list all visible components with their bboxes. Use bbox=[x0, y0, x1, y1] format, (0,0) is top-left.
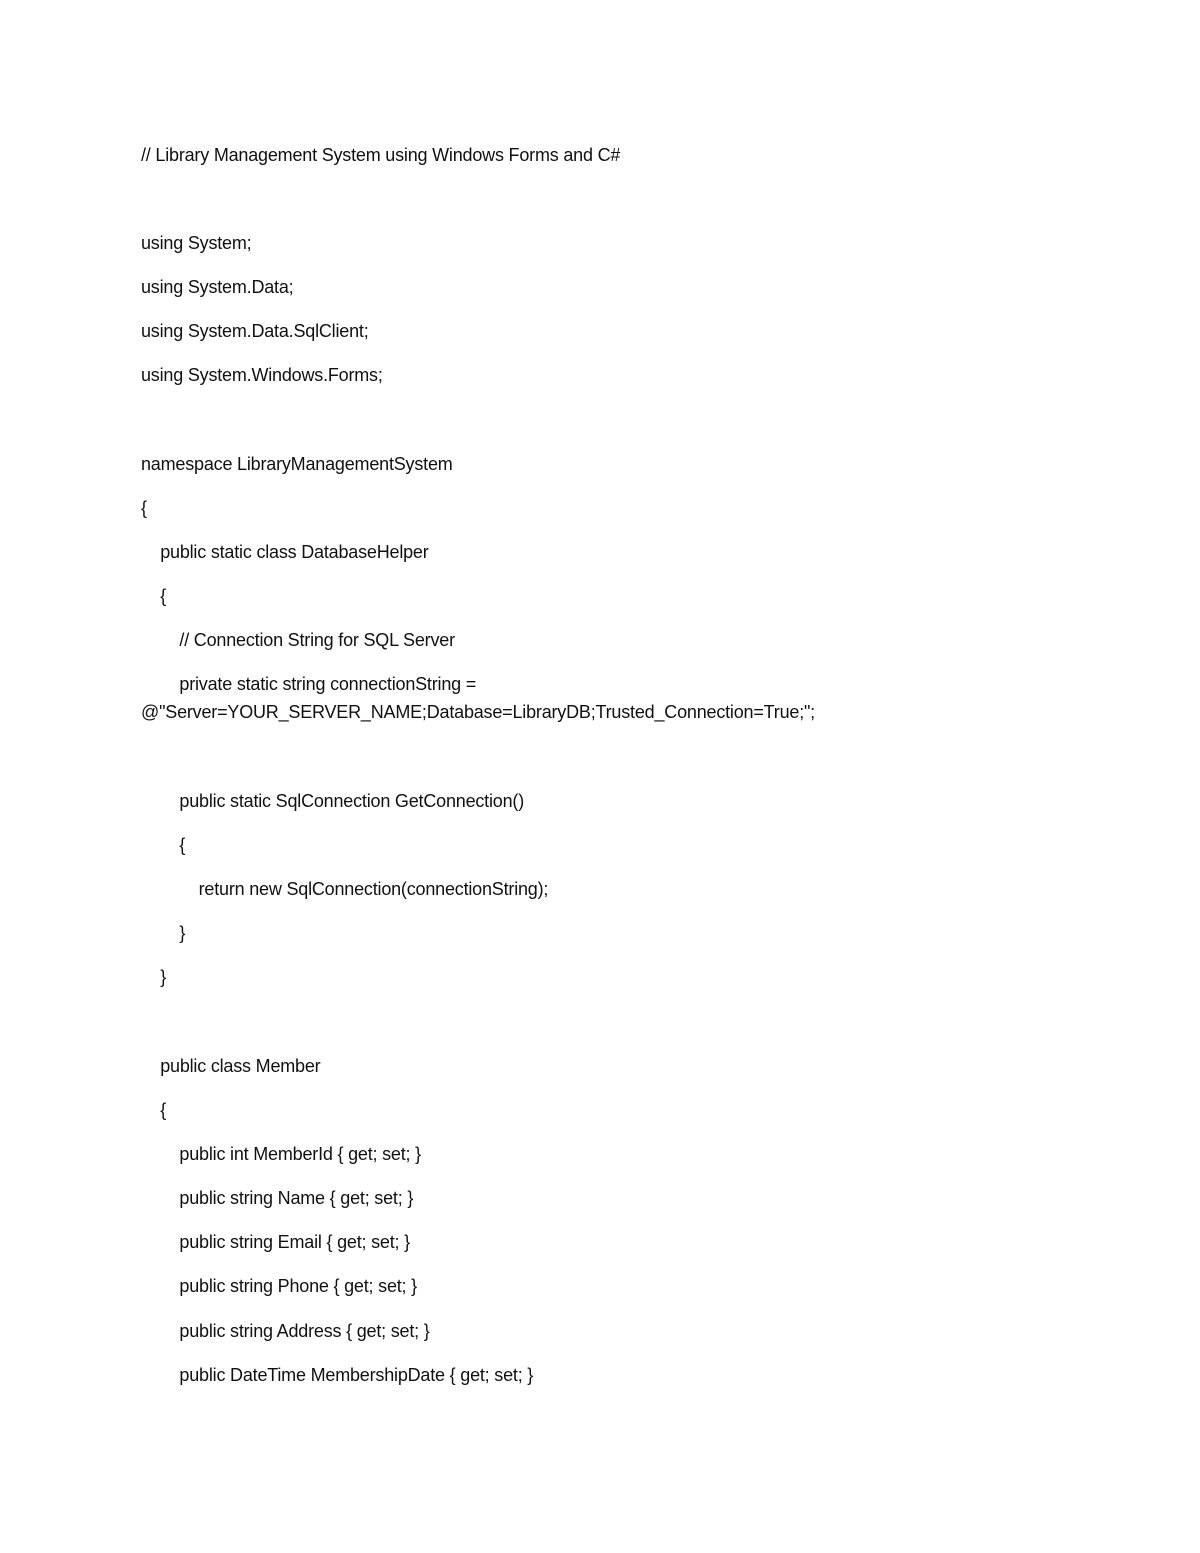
code-line-return: return new SqlConnection(connectionString); bbox=[141, 879, 549, 899]
code-line-getconnection-method: public static SqlConnection GetConnection() bbox=[141, 791, 524, 811]
code-line-using-sqlclient: using System.Data.SqlClient; bbox=[141, 321, 369, 341]
code-line-class-member: public class Member bbox=[141, 1056, 321, 1076]
code-line-brace-open: { bbox=[141, 586, 167, 606]
code-line-prop-address: public string Address { get; set; } bbox=[141, 1321, 430, 1341]
code-line-namespace: namespace LibraryManagementSystem bbox=[141, 454, 453, 474]
code-line-prop-phone: public string Phone { get; set; } bbox=[141, 1276, 417, 1296]
code-line-comment-connection: // Connection String for SQL Server bbox=[141, 630, 455, 650]
code-line-brace-open: { bbox=[141, 835, 186, 855]
code-line-prop-name: public string Name { get; set; } bbox=[141, 1188, 414, 1208]
code-line-comment-title: // Library Management System using Windows Forms and C# bbox=[141, 145, 621, 165]
code-line-using-system: using System; bbox=[141, 233, 252, 253]
code-line-prop-membershipdate: public DateTime MembershipDate { get; set; } bbox=[141, 1365, 534, 1385]
code-line-using-forms: using System.Windows.Forms; bbox=[141, 365, 383, 385]
code-line-using-system-data: using System.Data; bbox=[141, 277, 294, 297]
code-line-connection-string-decl: private static string connectionString = bbox=[141, 674, 477, 694]
code-line-brace-open: { bbox=[141, 498, 147, 518]
code-line-connection-string-value: @"Server=YOUR_SERVER_NAME;Database=LibraryDB;Trusted_Connection=True;"; bbox=[141, 702, 815, 722]
code-line-prop-email: public string Email { get; set; } bbox=[141, 1232, 410, 1252]
code-line-prop-memberid: public int MemberId { get; set; } bbox=[141, 1144, 421, 1164]
code-line-brace-close: } bbox=[141, 967, 167, 987]
code-line-brace-open: { bbox=[141, 1100, 167, 1120]
code-line-class-databasehelper: public static class DatabaseHelper bbox=[141, 542, 429, 562]
code-line-brace-close: } bbox=[141, 923, 186, 943]
